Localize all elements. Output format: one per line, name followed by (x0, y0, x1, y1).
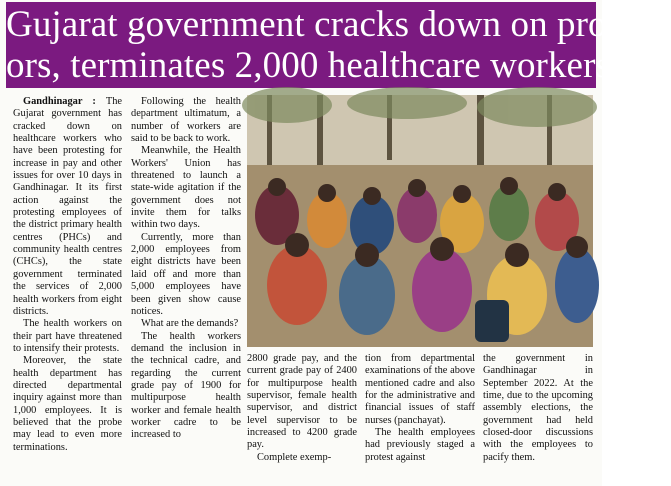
paragraph: the government in Gandhinagar in September 2022. At the time, due to the upcoming assembly elections, the government had held closed-door discussions with the employees to pacify them. (483, 353, 593, 463)
paragraph: Moreover, the state health department has directed departmental inquiry against more than 1,000 employees. It is believed that the probe may lead to even more terminations. (13, 355, 122, 453)
paragraph: tion from departmental examinations of the above mentioned cadre and also for the administrative and financial issues of staff nurses (panchayat). (365, 353, 475, 426)
paragraph: Meanwhile, the Health Workers' Union has threatened to launch a state-wide agitation if the government does not invite them for talks within two days. (131, 145, 241, 231)
protest-photo-illustration (247, 95, 593, 347)
paragraph: Complete exemp- (257, 451, 332, 463)
paragraph: Gandhinagar : The Gujarat government has cracked down on healthcare workers who have been protesting for increase in pay and other issues for over 10 days in Gandhinagar. It its first action against the protesting employees of the district primary health centres (PHCs) and community health centres (CHCs), the state government terminated the services of 2,000 health workers from eight districts. (13, 96, 122, 317)
dateline: Gandhinagar : (23, 96, 96, 107)
article-column-3 (247, 353, 357, 464)
subheading: What are the demands? (141, 318, 239, 330)
paragraph: The health workers on their part have threatened to intensify their protests. (13, 318, 122, 354)
paragraph: The health workers demand the inclusion in the technical cadre, and regarding the current grade pay of 1900 for multipurpose health worker and female health worker cadre to be increased to (131, 330, 241, 441)
paragraph: 2800 grade pay, and the current grade pay of 2400 for multipurpose health supervisor, female health supervisor, and district level supervisor to be increased to 4200 grade pay. (247, 353, 357, 451)
headline-line-2: ors, terminates 2,000 healthcare workers (6, 45, 611, 86)
article-column-4 (365, 353, 475, 464)
protest-photo (247, 95, 593, 347)
headline-line-1: Gujarat government cracks down on protest- (6, 4, 671, 45)
headline (6, 2, 671, 88)
article-column-5 (483, 353, 593, 464)
paragraph: Currently, more than 2,000 employees from eight districts have been laid off and more than 5,000 employees have been given show cause notices. (131, 231, 241, 317)
article-column-2 (131, 96, 241, 442)
paragraph: Following the health department ultimatum, a number of workers are said to be back to work. (131, 96, 241, 145)
article-column-1 (13, 96, 122, 454)
paragraph: The health employees had previously staged a protest against (365, 427, 475, 463)
